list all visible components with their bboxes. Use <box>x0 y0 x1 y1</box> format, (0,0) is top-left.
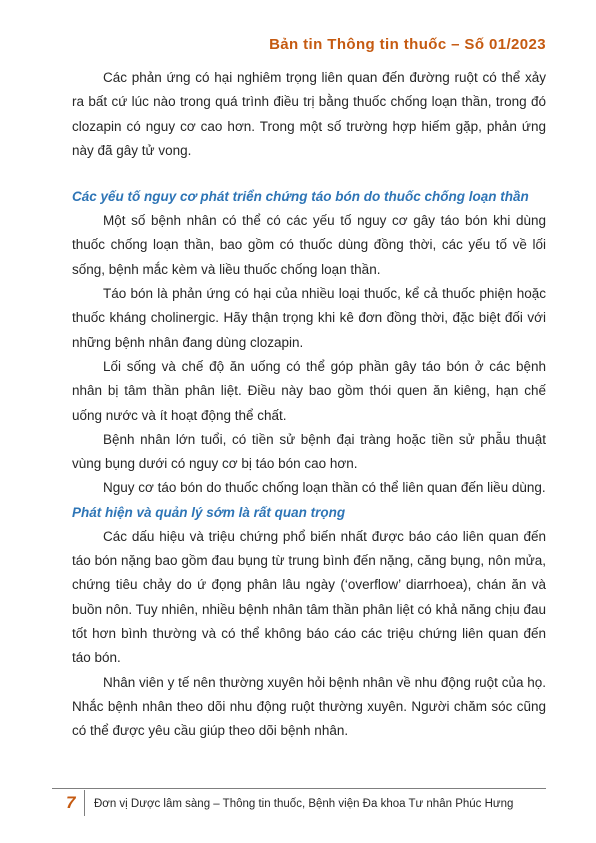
footer-divider <box>52 788 546 789</box>
paragraph-dose: Nguy cơ táo bón do thuốc chống loạn thần có thể liên quan đến liều dùng. <box>103 480 546 496</box>
paragraph-symptoms: Các dấu hiệu và triệu chứng phổ biến nhất được báo cáo liên quan đến táo bón nặng bao gồm đau bụng từ trung bình đến nặng, căng bụng, nôn mửa, chứng tiêu chảy do ứ đọng phân lâu ngày (‘overflow’ diarrhoea), chán ăn và buồn nôn. Tuy nhiên, nhiều bệnh nhân tâm thần phân liệt có khả năng chịu đau tốt hơn bình thường và có thể không báo cáo các triệu chứng liên quan đến táo bón. <box>72 528 546 666</box>
paragraph-monitoring: Nhân viên y tế nên thường xuyên hỏi bệnh nhân về nhu động ruột của họ. Nhắc bệnh nhân theo dõi nhu động ruột thường xuyên. Người chăm sóc cũng có thể được yêu cầu giúp theo dõi bệnh nhân. <box>72 674 546 739</box>
footer-separator <box>84 790 85 816</box>
paragraph-intro: Các phản ứng có hại nghiêm trọng liên quan đến đường ruột có thể xảy ra bất cứ lúc nào trong quá trình điều trị bằng thuốc chống loạn thần, trong đó clozapin có nguy cơ cao hơn. Trong một số trường hợp hiếm gặp, phản ứng này đã gây tử vong. <box>72 70 546 158</box>
footer-text: Đơn vị Dược lâm sàng – Thông tin thuốc, Bệnh viện Đa khoa Tư nhân Phúc Hưng <box>94 798 514 810</box>
section-heading-risk-factors: Các yếu tố nguy cơ phát triển chứng táo bón do thuốc chống loạn thần <box>72 189 529 205</box>
newsletter-title: Bản tin Thông tin thuốc – Số 01/2023 <box>269 36 546 53</box>
paragraph-risk-factors: Một số bệnh nhân có thể có các yếu tố nguy cơ gây táo bón khi dùng thuốc chống loạn thần, bao gồm có thuốc dùng đồng thời, các yếu tố về lối sống, bệnh mắc kèm và liều thuốc chống loạn thần. <box>72 213 546 277</box>
paragraph-drug-interactions: Táo bón là phản ứng có hại của nhiều loại thuốc, kể cả thuốc phiện hoặc thuốc kháng cholinergic. Hãy thận trọng khi kê đơn đồng thời, đặc biệt đối với những bệnh nhân đang dùng clozapin. <box>72 286 546 350</box>
section-heading-early-detection: Phát hiện và quản lý sớm là rất quan trọng <box>72 504 346 520</box>
article-body <box>72 66 546 743</box>
paragraph-elderly: Bệnh nhân lớn tuổi, có tiền sử bệnh đại tràng hoặc tiền sử phẫu thuật vùng bụng dưới có nguy cơ bị táo bón cao hơn. <box>72 431 546 472</box>
page-number: 7 <box>66 793 76 812</box>
paragraph-lifestyle: Lối sống và chế độ ăn uống có thể góp phần gây táo bón ở các bệnh nhân bị tâm thần phân liệt. Điều này bao gồm thói quen ăn kiêng, hạn chế uống nước và ít hoạt động thể chất. <box>72 358 546 423</box>
